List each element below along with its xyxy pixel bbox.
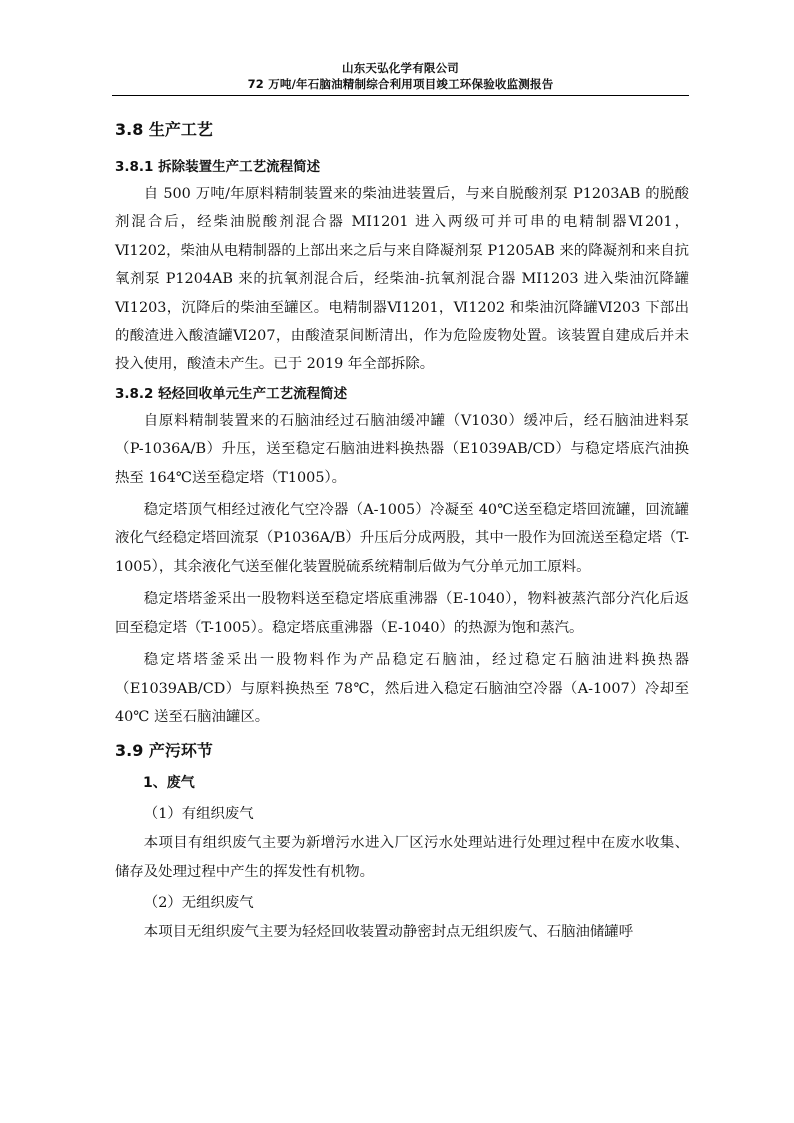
sub-heading: （2）无组织废气 <box>143 895 254 912</box>
paragraph: 自原料精制装置来的石脑油经过石脑油缓冲罐（V1030）缓冲后，经石脑油进料泵（P-1036A/B）升压，送至稳定石脑油进料换热器（E1039AB/CD）与稳定塔底汽油换热至 164℃送至稳定塔（T1005）。 <box>115 412 689 486</box>
paragraph: 自 500 万吨/年原料精制装置来的柴油进装置后，与来自脱酸剂泵 P1203AB 的脱酸剂混合后，经柴油脱酸剂混合器 MI1201 进入两级可并可串的电精制器Ⅵ201，Ⅵ1202，柴油从电精制器的上部出来之后与来自降凝剂泵 P1205AB 来的降凝剂和来自抗氧剂泵 P1204AB 来的抗氧剂混合后，经柴油-抗氧剂混合器 MI1203 进入柴油沉降罐Ⅵ1203，沉降后的柴油至罐区。电精制器Ⅵ1201，Ⅵ1202 和柴油沉降罐Ⅵ203 下部出的酸渣进入酸渣罐Ⅵ207，由酸渣泵间断清出，作为危险废物处置。该装置自建成后并未投入使用，酸渣未产生。已于 2019 年全部拆除。 <box>115 186 689 373</box>
paragraph: 本项目有组织废气主要为新增污水进入厂区污水处理站进行处理过程中在废水收集、储存及处理过程中产生的挥发性有机物。 <box>115 835 689 880</box>
paragraph: 稳定塔塔釜采出一股物料送至稳定塔底重沸器（E-1040），物料被蒸汽部分汽化后返回至稳定塔（T-1005）。稳定塔底重沸器（E-1040）的热源为饱和蒸汽。 <box>115 591 689 636</box>
company-name: 山东天弘化学有限公司 <box>342 61 459 75</box>
section-3-9-heading: 3.9 产污环节 <box>115 741 213 761</box>
section-3-8-2-heading: 3.8.2 轻烃回收单元生产工艺流程简述 <box>115 385 348 402</box>
item-heading: 1、废气 <box>143 775 195 792</box>
report-title: 72 万吨/年石脑油精制综合利用项目竣工环保验收监测报告 <box>247 77 554 91</box>
section-3-8-heading: 3.8 生产工艺 <box>115 120 213 139</box>
sub-heading: （1）有组织废气 <box>143 806 254 823</box>
page-header <box>112 60 689 92</box>
paragraph: 稳定塔顶气相经过液化气空冷器（A-1005）冷凝至 40℃送至稳定塔回流罐，回流罐液化气经稳定塔回流泵（P1036A/B）升压后分成两股，其中一股作为回流送至稳定塔（T-1005），其余液化气送至催化装置脱硫系统精制后做为气分单元加工原料。 <box>115 502 690 575</box>
document-body <box>115 116 689 947</box>
header-divider <box>112 95 689 96</box>
paragraph: 稳定塔塔釜采出一股物料作为产品稳定石脑油，经过稳定石脑油进料换热器（E1039AB/CD）与原料换热至 78℃，然后进入稳定石脑油空冷器（A-1007）冷却至 40℃ 送至石脑油罐区。 <box>115 652 689 725</box>
paragraph: 本项目无组织废气主要为轻烃回收装置动静密封点无组织废气、石脑油储罐呼 <box>143 924 634 941</box>
section-3-8-1-heading: 3.8.1 拆除装置生产工艺流程简述 <box>115 159 321 175</box>
